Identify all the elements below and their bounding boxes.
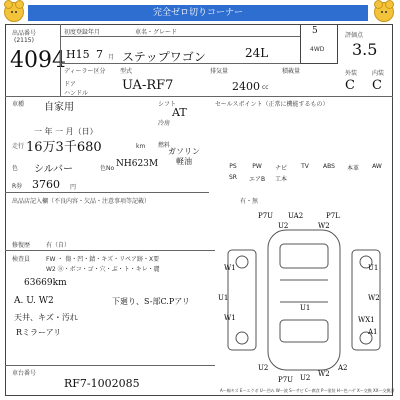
notes-label: 出品店記入欄（不良内容・欠品・注意事項等記載）: [12, 198, 151, 205]
options-label: 有・無: [240, 198, 259, 205]
color-value: シルバー: [34, 164, 74, 175]
displacement-unit: cc: [262, 84, 269, 91]
note-line-3: 天井、キズ・汚れ: [14, 313, 78, 322]
exterior-label: 外装: [345, 70, 358, 77]
fuel-label: 燃料: [158, 142, 171, 149]
equipment-chip: TV: [301, 163, 309, 170]
grade-value: 24L: [245, 46, 269, 60]
damage-mark: U2: [278, 222, 289, 230]
fuel-value: ガソリン: [168, 147, 200, 156]
category-label: 車種: [12, 101, 25, 108]
aircon-label: 冷房: [158, 120, 171, 127]
damage-mark: UA2: [288, 212, 304, 220]
color-no-value: NH623M: [116, 159, 159, 169]
damage-mark: P7U: [258, 212, 274, 220]
damage-mark: U2: [258, 364, 269, 372]
mileage-label: 走行: [12, 143, 25, 150]
load-label: 積載量: [282, 68, 301, 75]
damage-mark: U1: [368, 264, 379, 272]
month-unit: 月: [108, 54, 115, 61]
interior-label: 内装: [372, 70, 385, 77]
damage-mark: U1: [218, 294, 229, 302]
displacement-value: 2400: [232, 80, 260, 93]
damage-mark: W2: [318, 222, 330, 230]
color-no-label: 色No: [100, 165, 115, 172]
category-value: 自家用: [44, 102, 74, 113]
mileage-value: 16万3千680: [26, 140, 102, 155]
chassis-value: RF7-1002085: [64, 377, 140, 390]
drive-box: [300, 24, 338, 64]
damage-mark: A2: [338, 364, 348, 372]
color-label: 色: [12, 165, 19, 172]
damage-legend: A～線キズ E～エクボ U～凹み W～波 S～サビ C～腐食 P～塗装 H～色ハゲ X～交換 XX～交換済: [220, 388, 395, 393]
equipment-chip: AW: [372, 163, 382, 170]
shift-value: AT: [172, 106, 187, 119]
mascot-icon: [4, 2, 24, 22]
model-value: UA-RF7: [122, 78, 174, 93]
car-name-value: ステップワゴン: [122, 50, 206, 64]
score-label: 評価点: [345, 32, 364, 39]
equipment-chip: ABS: [323, 163, 335, 170]
door-label: ドア: [64, 81, 76, 88]
inspection-line: 一 年 一 月（日）: [34, 127, 98, 136]
damage-mark: W2: [318, 370, 330, 378]
recycle-value: 3760: [32, 178, 60, 191]
note-line-2: 下廻り、S-部C.Pアリ: [112, 297, 190, 306]
inspector-flags: FW ・ 傷・凹・錆・キズ・リペア跡・X要: [46, 256, 160, 263]
lot-number: 4094: [10, 48, 66, 73]
damage-mark: P7L: [326, 212, 340, 220]
chassis-label: 車台番号: [12, 370, 37, 377]
note-line-4: Rミラーアリ: [16, 328, 62, 337]
equipment-chip: 本革: [346, 165, 359, 172]
mascot-icon: [374, 2, 394, 22]
inspector-flags-2: W2 Ⓑ・ボコ・ゴ・穴・ぶ・ト・キレ・麗: [46, 266, 160, 273]
dealer-label: ディーラー区分: [64, 68, 106, 75]
shift-label: シフト: [158, 101, 177, 108]
equipment-chip: ナビ: [274, 165, 287, 172]
equipment-chip: 工本: [274, 176, 287, 183]
drive-value: 4WD: [310, 46, 325, 53]
mileage-note: 63669km: [24, 278, 67, 288]
car-damage-diagram: [218, 210, 390, 390]
model-label: 型式: [120, 68, 133, 75]
lot-label: 出品番号: [12, 30, 37, 37]
damage-mark: U1: [300, 304, 311, 312]
door-count-value: 5: [312, 26, 318, 36]
equipment-chip: PS: [229, 163, 237, 170]
month-value: 7: [96, 48, 103, 61]
damage-mark: U2: [300, 374, 311, 382]
mileage-unit: km: [136, 143, 146, 150]
repair-label: 修復歴: [12, 242, 31, 249]
damage-mark: A1: [368, 328, 378, 336]
damage-mark: P7U: [278, 376, 294, 384]
equipment-chip: SR: [229, 174, 237, 181]
displacement-label: 排気量: [210, 68, 229, 75]
damage-mark: W2: [368, 294, 380, 302]
interior-value: C: [372, 78, 382, 93]
year-value: H15: [66, 48, 90, 61]
score-value: 3.5: [352, 40, 378, 59]
inspection-label: 検査員: [12, 256, 31, 263]
fuel2-value: 軽油: [176, 157, 192, 166]
damage-mark: WX1: [358, 316, 375, 324]
equipment-chip: PW: [252, 163, 262, 170]
recycle-unit: 円: [70, 184, 77, 191]
exterior-value: C: [345, 78, 355, 93]
repair-value: 有（自）: [46, 242, 71, 249]
sales-points-label: セールスポイント（正常に機能するもの）: [215, 101, 329, 108]
recycle-label: R券: [12, 183, 23, 190]
first-reg-label: 初度登録年月: [64, 29, 101, 36]
page-title: 完全ゼロ切りコーナー: [28, 5, 368, 21]
steering-label: ハンドル: [64, 90, 89, 97]
damage-mark: W1: [224, 264, 236, 272]
equipment-chip: エアB: [248, 176, 266, 183]
damage-mark: W1: [224, 314, 236, 322]
note-line-1: A. U. W2: [14, 296, 54, 306]
lot-sub: (2115): [14, 37, 34, 44]
car-name-label: 車名・グレード: [135, 29, 178, 36]
